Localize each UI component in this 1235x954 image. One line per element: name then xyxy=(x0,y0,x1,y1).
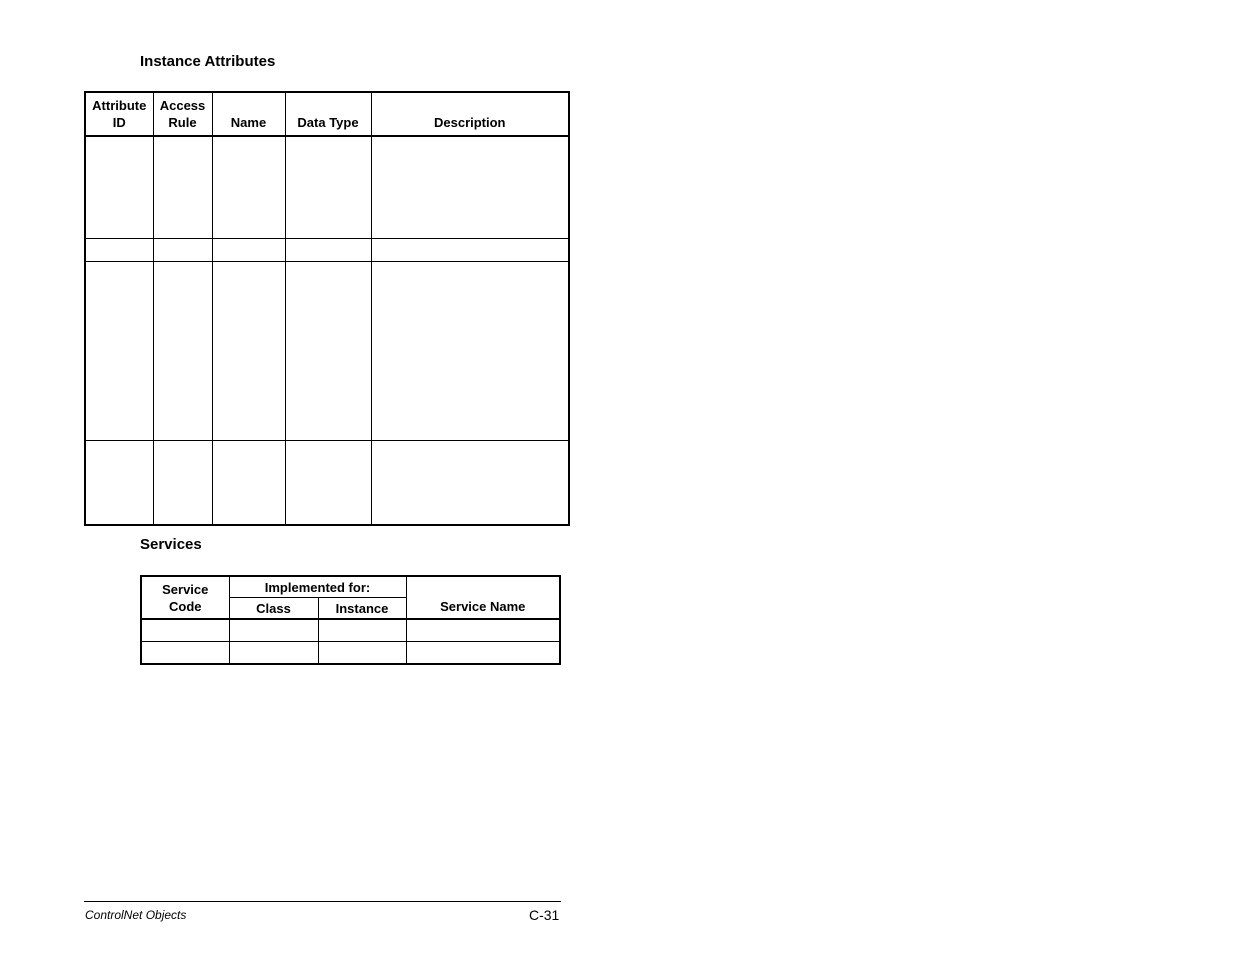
table-cell xyxy=(229,619,318,642)
header-class: Class xyxy=(229,598,318,620)
footer-divider xyxy=(84,901,561,902)
header-data-type: Data Type xyxy=(285,92,371,136)
table-cell xyxy=(212,261,285,440)
table-cell xyxy=(153,136,212,238)
table-cell xyxy=(229,642,318,665)
table-cell xyxy=(85,136,153,238)
table-cell xyxy=(153,440,212,525)
table-header-row xyxy=(141,576,560,598)
table-cell xyxy=(285,261,371,440)
table-row xyxy=(85,440,569,525)
table-cell xyxy=(153,261,212,440)
table-header-row xyxy=(85,92,569,136)
header-description: Description xyxy=(371,92,569,136)
table-cell xyxy=(371,136,569,238)
footer-title: ControlNet Objects xyxy=(85,908,187,922)
header-service-name: Service Name xyxy=(406,576,560,619)
table-cell xyxy=(212,238,285,261)
table-cell xyxy=(371,440,569,525)
header-service-code: Service Code xyxy=(141,576,229,619)
table-cell xyxy=(85,238,153,261)
table-cell xyxy=(141,619,229,642)
page-number: C-31 xyxy=(529,907,560,923)
header-access-rule: Access Rule xyxy=(153,92,212,136)
header-attribute-id: Attribute ID xyxy=(85,92,153,136)
table-cell xyxy=(285,238,371,261)
table-cell xyxy=(318,619,406,642)
table-cell xyxy=(318,642,406,665)
table-cell xyxy=(212,136,285,238)
table-cell xyxy=(285,440,371,525)
table-cell xyxy=(285,136,371,238)
table-cell xyxy=(406,619,560,642)
header-name: Name xyxy=(212,92,285,136)
table-cell xyxy=(85,440,153,525)
table-cell xyxy=(371,238,569,261)
header-instance: Instance xyxy=(318,598,406,620)
table-row xyxy=(141,642,560,665)
instance-attributes-table xyxy=(84,91,570,526)
table-cell xyxy=(212,440,285,525)
table-cell xyxy=(406,642,560,665)
table-cell xyxy=(371,261,569,440)
table-row xyxy=(85,136,569,238)
table-row xyxy=(85,238,569,261)
table-cell xyxy=(85,261,153,440)
instance-attributes-heading: Instance Attributes xyxy=(140,53,276,70)
table-row xyxy=(85,261,569,440)
services-table xyxy=(140,575,561,665)
table-cell xyxy=(141,642,229,665)
table-row xyxy=(141,619,560,642)
table-cell xyxy=(153,238,212,261)
services-heading: Services xyxy=(140,536,202,553)
header-implemented-for: Implemented for: xyxy=(229,576,406,598)
